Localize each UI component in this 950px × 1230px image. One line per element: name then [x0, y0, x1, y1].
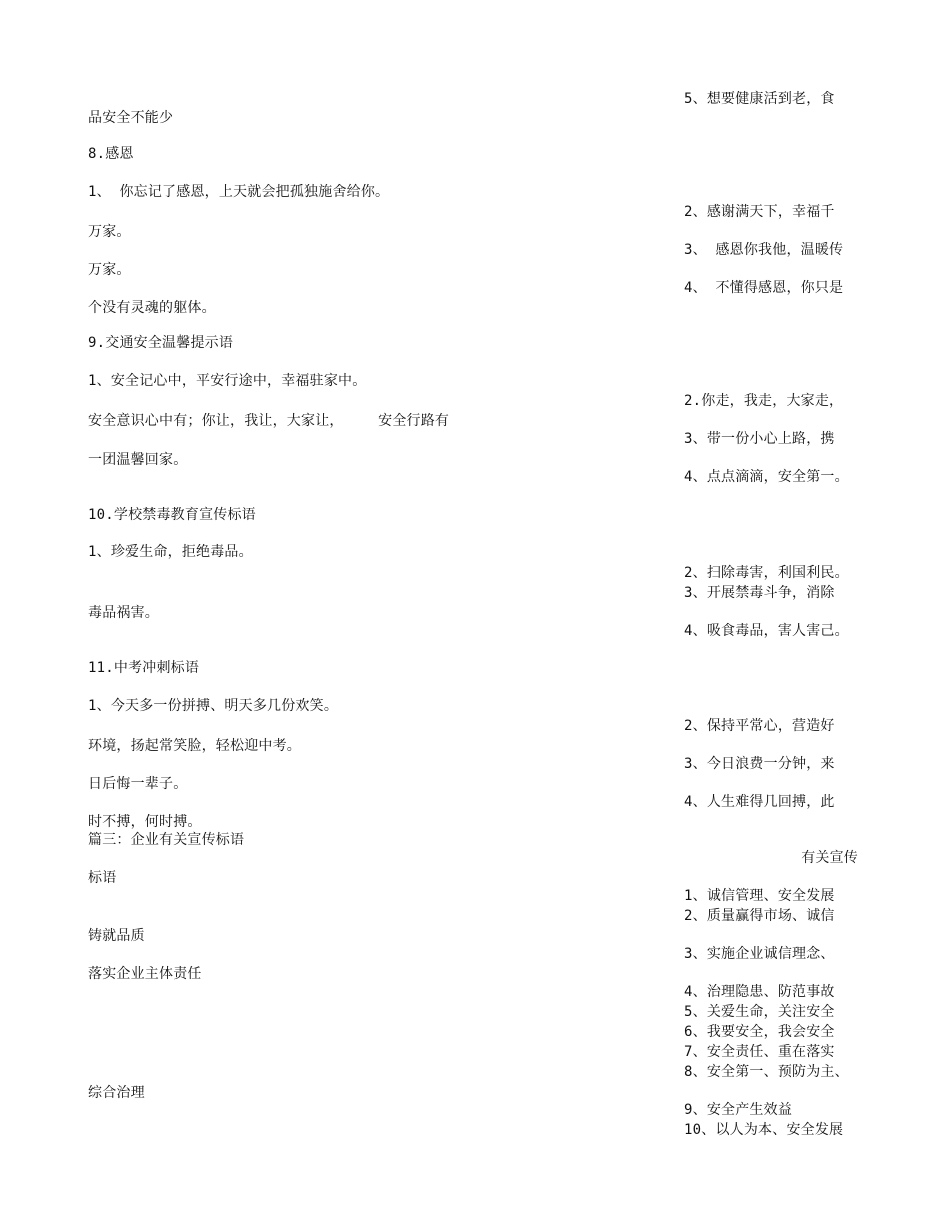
text-line: 一团温馨回家。: [88, 452, 188, 468]
list-item: 9、安全产生效益: [684, 1102, 793, 1118]
text-line: 标语: [88, 870, 117, 886]
section-heading-anti-drug: 10.学校禁毒教育宣传标语: [88, 507, 256, 523]
text-line: 万家。: [88, 224, 131, 240]
section-heading-enterprise: 篇三：企业有关宣传标语: [88, 832, 245, 848]
text-line: 时不搏，何时搏。: [88, 814, 202, 830]
list-item: 5、关爱生命，关注安全: [684, 1004, 835, 1020]
text-line: 安全意识心中有；你让，我让，大家让， 安全行路有: [88, 413, 450, 429]
text-line: 4、点点滴滴，安全第一。: [684, 469, 849, 485]
section-heading-exam-sprint: 11.中考冲刺标语: [88, 660, 200, 676]
list-item: 6、我要安全，我会安全: [684, 1024, 835, 1040]
text-line: 日后悔一辈子。: [88, 776, 188, 792]
list-item: 8、安全第一、预防为主、: [684, 1064, 849, 1080]
section-heading-gratitude: 8.感恩: [88, 146, 134, 162]
text-line: 4、吸食毒品，害人害己。: [684, 623, 849, 639]
text-line: 综合治理: [88, 1085, 145, 1101]
text-line: 3、今日浪费一分钟，来: [684, 756, 835, 772]
text-line: 环境，扬起常笑脸，轻松迎中考。: [88, 738, 301, 754]
text-line: 3、开展禁毒斗争，消除: [684, 585, 835, 601]
text-line: 4、 不懂得感恩，你只是: [684, 280, 844, 296]
text-line: 4、人生难得几回搏，此: [684, 794, 835, 810]
text-line: 落实企业主体责任: [88, 966, 202, 982]
text-line: 1、安全记心中，平安行途中，幸福驻家中。: [88, 373, 367, 389]
list-item: 7、安全责任、重在落实: [684, 1044, 835, 1060]
text-line: 万家。: [88, 262, 131, 278]
list-item: 1、诚信管理、安全发展: [684, 888, 835, 904]
text-line: 2、扫除毒害，利国利民。: [684, 565, 849, 581]
text-line: 1、 你忘记了感恩，上天就会把孤独施舍给你。: [88, 184, 390, 200]
text-line: 毒品祸害。: [88, 605, 159, 621]
text-line: 3、 感恩你我他，温暖传: [684, 242, 844, 258]
section-heading-traffic-safety: 9.交通安全温馨提示语: [88, 335, 234, 351]
list-item: 10、以人为本、安全发展: [684, 1122, 844, 1138]
text-line: 1、珍爱生命，拒绝毒品。: [88, 544, 253, 560]
text-line: 2、保持平常心，营造好: [684, 718, 835, 734]
text-line: 铸就品质: [88, 928, 145, 944]
text-line: 个没有灵魂的躯体。: [88, 300, 216, 316]
text-line: 3、带一份小心上路，携: [684, 431, 835, 447]
list-item: 4、治理隐患、防范事故: [684, 984, 835, 1000]
text-line: 2、感谢满天下，幸福千: [684, 204, 835, 220]
list-item: 2、质量赢得市场、诚信: [684, 908, 835, 924]
text-line: 品安全不能少: [88, 110, 174, 126]
text-line: 1、今天多一份拼搏、明天多几份欢笑。: [88, 698, 339, 714]
list-item: 3、实施企业诚信理念、: [684, 946, 835, 962]
text-line: 有关宣传: [801, 850, 858, 866]
text-line: 5、想要健康活到老，食: [684, 91, 835, 107]
text-line: 2.你走，我走，大家走，: [684, 393, 844, 409]
